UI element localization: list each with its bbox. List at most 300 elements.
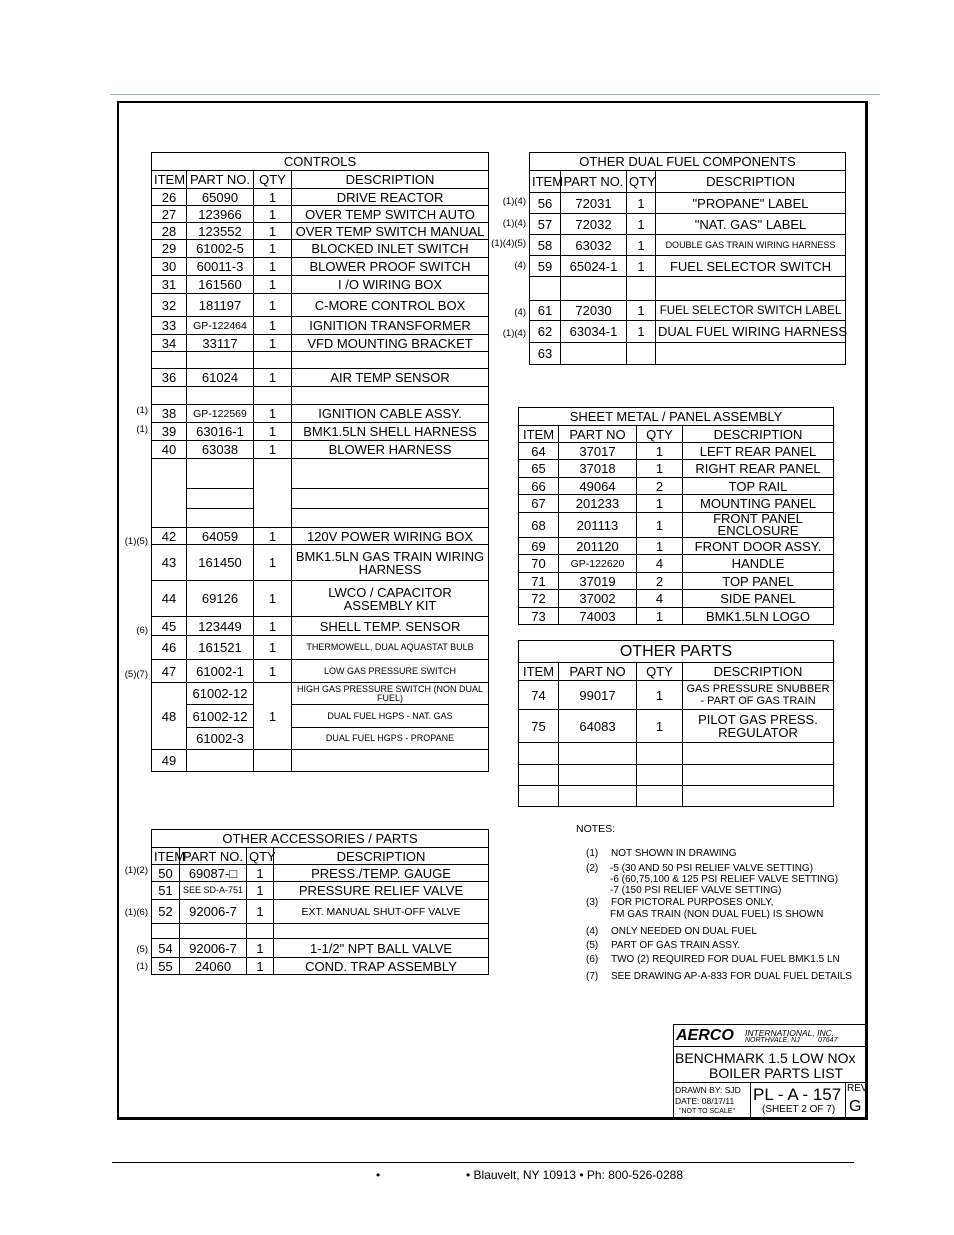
row-note-ref: (1) (136, 405, 148, 416)
note-text: SEE DRAWING AP-A-833 FOR DUAL FUEL DETAILS (611, 971, 852, 982)
header-description: DESCRIPTION (274, 848, 489, 865)
table-header-row (519, 426, 834, 443)
item-cell: 44 (152, 581, 187, 617)
description-cell: HIGH GAS PRESSURE SWITCH (NON DUAL FUEL) (292, 683, 489, 705)
part-cell (559, 786, 637, 807)
part-cell: 161560 (187, 276, 254, 294)
note-text: PART OF GAS TRAIN ASSY. (611, 940, 741, 951)
company-zip: 07647 (818, 1037, 838, 1044)
row-note-ref: (1)(5) (124, 536, 148, 547)
item-cell: 39 (152, 423, 187, 441)
item-cell: 61 (530, 301, 561, 321)
table-row (152, 509, 489, 528)
qty-cell: 1 (254, 617, 292, 636)
item-cell: 34 (152, 335, 187, 352)
drawn-by: DRAWN BY: SJD (675, 1085, 741, 1095)
table-row (152, 958, 489, 975)
qty-cell: 1 (247, 865, 274, 882)
part-cell: 61024 (187, 369, 254, 387)
item-cell: 66 (519, 478, 559, 495)
description-cell (683, 743, 834, 765)
header-qty: QTY (637, 663, 683, 681)
table-title: SHEET METAL / PANEL ASSEMBLY (519, 408, 834, 426)
header-item: ITEM (530, 171, 561, 193)
item-cell: 30 (152, 258, 187, 276)
item-cell: 47 (152, 660, 187, 683)
part-cell: 99017 (559, 681, 637, 710)
item-cell: 62 (530, 321, 561, 343)
table-row (152, 423, 489, 441)
description-cell: FRONT DOOR ASSY. (683, 538, 834, 555)
table-row (519, 573, 834, 590)
description-cell: MOUNTING PANEL (683, 495, 834, 513)
qty-cell: 1 (254, 636, 292, 660)
table-row (152, 636, 489, 660)
qty-cell: 1 (627, 301, 656, 321)
part-cell: 60011-3 (187, 258, 254, 276)
qty-cell (637, 743, 683, 765)
description-cell: DUAL FUEL HGPS - NAT. GAS (292, 705, 489, 728)
logo: AERCO (676, 1027, 734, 1044)
item-cell: 43 (152, 545, 187, 581)
description-cell: DUAL FUEL WIRING HARNESS (656, 321, 846, 343)
header-qty: QTY (247, 848, 274, 865)
qty-cell (637, 786, 683, 807)
qty-cell: 1 (254, 528, 292, 545)
table-row (152, 405, 489, 423)
part-cell: 63034-1 (561, 321, 627, 343)
item-cell: 38 (152, 405, 187, 423)
header-part-no: PART NO. (187, 171, 254, 189)
qty-cell: 1 (254, 441, 292, 459)
qty-cell (254, 459, 292, 528)
description-cell: PILOT GAS PRESS. REGULATOR (683, 710, 834, 743)
part-cell: 72032 (561, 214, 627, 235)
drawing-title-2: BOILER PARTS LIST (709, 1065, 844, 1081)
description-cell: FUEL SELECTOR SWITCH (656, 256, 846, 277)
part-cell: 63016-1 (187, 423, 254, 441)
table-row (519, 743, 834, 765)
table-title-row (519, 408, 834, 426)
item-cell: 36 (152, 369, 187, 387)
item-cell: 49 (152, 750, 187, 772)
note-text: ONLY NEEDED ON DUAL FUEL (611, 926, 757, 937)
note-number: (2) (586, 863, 599, 874)
table-row (152, 705, 489, 728)
table-row (152, 441, 489, 459)
table-header-row (530, 171, 846, 193)
header-description: DESCRIPTION (292, 171, 489, 189)
qty-cell: 1 (254, 369, 292, 387)
part-cell: 123449 (187, 617, 254, 636)
table-row (519, 608, 834, 625)
description-cell: LEFT REAR PANEL (683, 443, 834, 460)
table-title: OTHER PARTS (519, 641, 834, 663)
qty-cell: 1 (627, 193, 656, 214)
notes-title: NOTES: (576, 823, 616, 835)
header-part-no: PART NO. (561, 171, 627, 193)
table-title-row (530, 153, 846, 171)
rule-4 (845, 1082, 846, 1120)
note-text: FM GAS TRAIN (NON DUAL FUEL) IS SHOWN (610, 909, 824, 920)
rule-2 (673, 1082, 868, 1083)
rule-1 (673, 1046, 868, 1047)
row-note-ref: (6) (136, 625, 148, 636)
part-cell: 201233 (559, 495, 637, 513)
table-title: OTHER DUAL FUEL COMPONENTS (530, 153, 846, 171)
rev-label: REV (847, 1083, 868, 1094)
part-cell: 123966 (187, 206, 254, 223)
item-cell: 56 (530, 193, 561, 214)
part-cell: 61002-12 (187, 683, 254, 705)
table-row (152, 459, 489, 489)
table-row (519, 495, 834, 513)
item-cell (152, 352, 187, 369)
company-name: INTERNATIONAL, INC. (745, 1028, 835, 1038)
qty-cell (254, 352, 292, 369)
part-cell: 201120 (559, 538, 637, 555)
note-number: (1) (586, 848, 599, 859)
table-row (152, 352, 489, 369)
part-cell: 61002-1 (187, 660, 254, 683)
item-cell: 67 (519, 495, 559, 513)
qty-cell: 1 (637, 460, 683, 478)
dual-fuel-table (529, 152, 846, 365)
part-cell: 61002-5 (187, 240, 254, 258)
note-text: NOT SHOWN IN DRAWING (611, 848, 737, 859)
other-parts-table (518, 640, 834, 807)
table-row (152, 581, 489, 617)
table-row (152, 317, 489, 335)
qty-cell: 1 (247, 882, 274, 900)
qty-cell: 1 (254, 581, 292, 617)
table-row (152, 900, 489, 924)
qty-cell: 4 (637, 590, 683, 608)
row-note-ref: (4) (514, 307, 526, 318)
item-cell: 71 (519, 573, 559, 590)
item-cell: 57 (530, 214, 561, 235)
table-row (152, 683, 489, 705)
description-cell (292, 459, 489, 489)
table-row (530, 256, 846, 277)
description-cell: BLOWER PROOF SWITCH (292, 258, 489, 276)
description-cell: COND. TRAP ASSEMBLY (274, 958, 489, 975)
qty-cell: 1 (637, 681, 683, 710)
part-cell: GP-122569 (187, 405, 254, 423)
row-note-ref: (1)(4) (502, 328, 526, 339)
description-cell: "NAT. GAS" LABEL (656, 214, 846, 235)
part-cell (187, 387, 254, 405)
table-row (530, 193, 846, 214)
part-cell (180, 924, 247, 939)
part-cell: 64059 (187, 528, 254, 545)
description-cell: DRIVE REACTOR (292, 189, 489, 206)
row-note-ref: (1)(4) (502, 196, 526, 207)
header-item: ITEM (519, 663, 559, 681)
description-cell: BMK1.5LN GAS TRAIN WIRING HARNESS (292, 545, 489, 581)
item-cell: 54 (152, 939, 180, 958)
table-row (152, 528, 489, 545)
description-cell: TOP RAIL (683, 478, 834, 495)
item-cell: 29 (152, 240, 187, 258)
footer-rule (112, 1162, 854, 1163)
note-text: -5 (30 AND 50 PSI RELIEF VALVE SETTING) (610, 863, 814, 874)
item-cell: 33 (152, 317, 187, 335)
table-row (519, 443, 834, 460)
qty-cell: 1 (254, 240, 292, 258)
part-cell: 201113 (559, 513, 637, 538)
drawing-title-1: BENCHMARK 1.5 LOW NOx (675, 1050, 856, 1066)
qty-cell: 1 (637, 495, 683, 513)
title-block (673, 1024, 868, 1120)
item-cell: 28 (152, 223, 187, 240)
item-cell: 51 (152, 882, 180, 900)
description-cell: LOW GAS PRESSURE SWITCH (292, 660, 489, 683)
qty-cell: 1 (627, 321, 656, 343)
part-cell: SEE SD-A-751 (180, 882, 247, 900)
part-cell (561, 343, 627, 365)
description-cell: SHELL TEMP. SENSOR (292, 617, 489, 636)
item-cell: 46 (152, 636, 187, 660)
description-cell: EXT. MANUAL SHUT-OFF VALVE (274, 900, 489, 924)
item-cell: 40 (152, 441, 187, 459)
table-row (519, 538, 834, 555)
table-row (530, 277, 846, 301)
note-number: (6) (586, 954, 599, 965)
table-header-row (152, 171, 489, 189)
item-cell: 70 (519, 555, 559, 573)
description-cell (292, 509, 489, 528)
row-note-ref: (1)(4)(5) (491, 238, 526, 249)
description-cell: 1-1/2" NPT BALL VALVE (274, 939, 489, 958)
qty-cell: 1 (627, 235, 656, 256)
part-cell (187, 750, 254, 772)
description-cell: DOUBLE GAS TRAIN WIRING HARNESS (656, 235, 846, 256)
scale-note: "NOT TO SCALE" (679, 1108, 735, 1115)
table-row (152, 750, 489, 772)
qty-cell (637, 765, 683, 786)
sheet-number: (SHEET 2 OF 7) (762, 1104, 836, 1115)
description-cell (292, 387, 489, 405)
part-cell: 61002-3 (187, 728, 254, 750)
table-row (152, 939, 489, 958)
part-cell: 49064 (559, 478, 637, 495)
qty-cell: 1 (247, 958, 274, 975)
item-cell: 26 (152, 189, 187, 206)
table-row (152, 258, 489, 276)
item-cell: 75 (519, 710, 559, 743)
qty-cell (254, 750, 292, 772)
drawing-date: DATE: 08/17/11 (675, 1096, 735, 1106)
header-qty: QTY (254, 171, 292, 189)
row-note-ref: (1) (136, 424, 148, 435)
table-title-row (152, 830, 489, 848)
description-cell: VFD MOUNTING BRACKET (292, 335, 489, 352)
part-cell (561, 277, 627, 301)
item-cell: 31 (152, 276, 187, 294)
row-note-ref: (5) (136, 944, 148, 955)
part-cell: 74003 (559, 608, 637, 625)
table-row (152, 660, 489, 683)
note-text: -7 (150 PSI RELIEF VALVE SETTING) (610, 885, 782, 896)
part-cell: 72031 (561, 193, 627, 214)
table-title: CONTROLS (152, 153, 489, 171)
item-cell: 73 (519, 608, 559, 625)
part-cell: 61002-12 (187, 705, 254, 728)
description-cell: I /O WIRING BOX (292, 276, 489, 294)
qty-cell: 1 (637, 608, 683, 625)
header-part-no: PART NO (559, 426, 637, 443)
note-number: (4) (586, 926, 599, 937)
part-cell: 63038 (187, 441, 254, 459)
qty-cell: 1 (254, 223, 292, 240)
description-cell: BLOCKED INLET SWITCH (292, 240, 489, 258)
row-note-ref: (4) (514, 260, 526, 271)
qty-cell: 1 (627, 256, 656, 277)
table-row (530, 321, 846, 343)
qty-cell (254, 387, 292, 405)
qty-cell: 1 (254, 206, 292, 223)
item-cell: 32 (152, 294, 187, 317)
row-note-ref: (5)(7) (124, 669, 148, 680)
company-city: NORTHVALE, NJ (745, 1037, 800, 1044)
part-cell: 123552 (187, 223, 254, 240)
part-cell: 161450 (187, 545, 254, 581)
qty-cell: 1 (254, 189, 292, 206)
accessories-table (151, 829, 489, 975)
qty-cell (627, 343, 656, 365)
description-cell: GAS PRESSURE SNUBBER - PART OF GAS TRAIN (683, 681, 834, 710)
description-cell: PRESS./TEMP. GAUGE (274, 865, 489, 882)
header-qty: QTY (637, 426, 683, 443)
qty-cell: 4 (637, 555, 683, 573)
qty-cell: 1 (254, 405, 292, 423)
header-item: ITEM (152, 848, 180, 865)
item-cell: 63 (530, 343, 561, 365)
item-cell (152, 459, 187, 528)
table-title-row (152, 153, 489, 171)
table-row (519, 513, 834, 538)
table-title: OTHER ACCESSORIES / PARTS (152, 830, 489, 848)
table-row (152, 545, 489, 581)
description-cell: HANDLE (683, 555, 834, 573)
qty-cell: 1 (254, 545, 292, 581)
qty-cell: 1 (254, 423, 292, 441)
description-cell: OVER TEMP SWITCH MANUAL (292, 223, 489, 240)
header-rule (110, 94, 880, 95)
part-cell (187, 352, 254, 369)
qty-cell: 2 (637, 478, 683, 495)
part-cell (187, 459, 254, 489)
table-row (152, 240, 489, 258)
part-cell: 64083 (559, 710, 637, 743)
part-cell: 37019 (559, 573, 637, 590)
qty-cell: 1 (637, 513, 683, 538)
footer-bullet: • (376, 1168, 381, 1182)
table-row (152, 335, 489, 352)
item-cell (152, 924, 180, 939)
header-item: ITEM (519, 426, 559, 443)
item-cell (519, 786, 559, 807)
table-row (519, 460, 834, 478)
item-cell: 27 (152, 206, 187, 223)
item-cell (530, 277, 561, 301)
item-cell: 69 (519, 538, 559, 555)
footer-address: • Blauvelt, NY 10913 • Ph: 800-526-0288 (466, 1168, 683, 1182)
description-cell: IGNITION CABLE ASSY. (292, 405, 489, 423)
part-cell: 33117 (187, 335, 254, 352)
table-row (519, 555, 834, 573)
description-cell (274, 924, 489, 939)
note-text: FOR PICTORAL PURPOSES ONLY, (611, 897, 774, 908)
table-row (152, 369, 489, 387)
description-cell (292, 352, 489, 369)
qty-cell: 1 (254, 683, 292, 750)
description-cell: "PROPANE" LABEL (656, 193, 846, 214)
note-text: -6 (60,75,100 & 125 PSI RELIEF VALVE SETTING) (610, 874, 839, 885)
description-cell: FRONT PANEL ENCLOSURE (683, 513, 834, 538)
item-cell (519, 743, 559, 765)
header-qty: QTY (627, 171, 656, 193)
item-cell: 68 (519, 513, 559, 538)
table-row (152, 489, 489, 509)
item-cell: 65 (519, 460, 559, 478)
controls-table (151, 152, 489, 772)
header-description: DESCRIPTION (683, 426, 834, 443)
header-description: DESCRIPTION (683, 663, 834, 681)
table-title-row (519, 641, 834, 663)
drawing-number: PL - A - 157 (753, 1085, 842, 1104)
table-row (519, 710, 834, 743)
part-cell: 24060 (180, 958, 247, 975)
item-cell: 58 (530, 235, 561, 256)
part-cell: 92006-7 (180, 900, 247, 924)
description-cell: AIR TEMP SENSOR (292, 369, 489, 387)
qty-cell: 1 (254, 317, 292, 335)
row-note-ref: (1)(2) (124, 865, 148, 876)
item-cell: 52 (152, 900, 180, 924)
description-cell: BLOWER HARNESS (292, 441, 489, 459)
rule-3 (750, 1082, 751, 1120)
part-cell: 37017 (559, 443, 637, 460)
qty-cell (627, 277, 656, 301)
table-row (519, 681, 834, 710)
qty-cell: 1 (254, 660, 292, 683)
table-row (152, 617, 489, 636)
table-row (530, 214, 846, 235)
table-row (519, 786, 834, 807)
table-row (152, 276, 489, 294)
description-cell (656, 343, 846, 365)
table-row (152, 865, 489, 882)
description-cell (683, 765, 834, 786)
qty-cell (247, 924, 274, 939)
header-item: ITEM (152, 171, 187, 189)
table-row (519, 765, 834, 786)
description-cell (292, 489, 489, 509)
part-cell: 65090 (187, 189, 254, 206)
qty-cell: 1 (254, 335, 292, 352)
qty-cell: 1 (247, 939, 274, 958)
description-cell (656, 277, 846, 301)
table-row (530, 301, 846, 321)
table-header-row (152, 848, 489, 865)
description-cell: BMK1.5LN SHELL HARNESS (292, 423, 489, 441)
part-cell: 72030 (561, 301, 627, 321)
part-cell (559, 765, 637, 786)
qty-cell: 1 (254, 276, 292, 294)
part-cell (187, 489, 254, 509)
